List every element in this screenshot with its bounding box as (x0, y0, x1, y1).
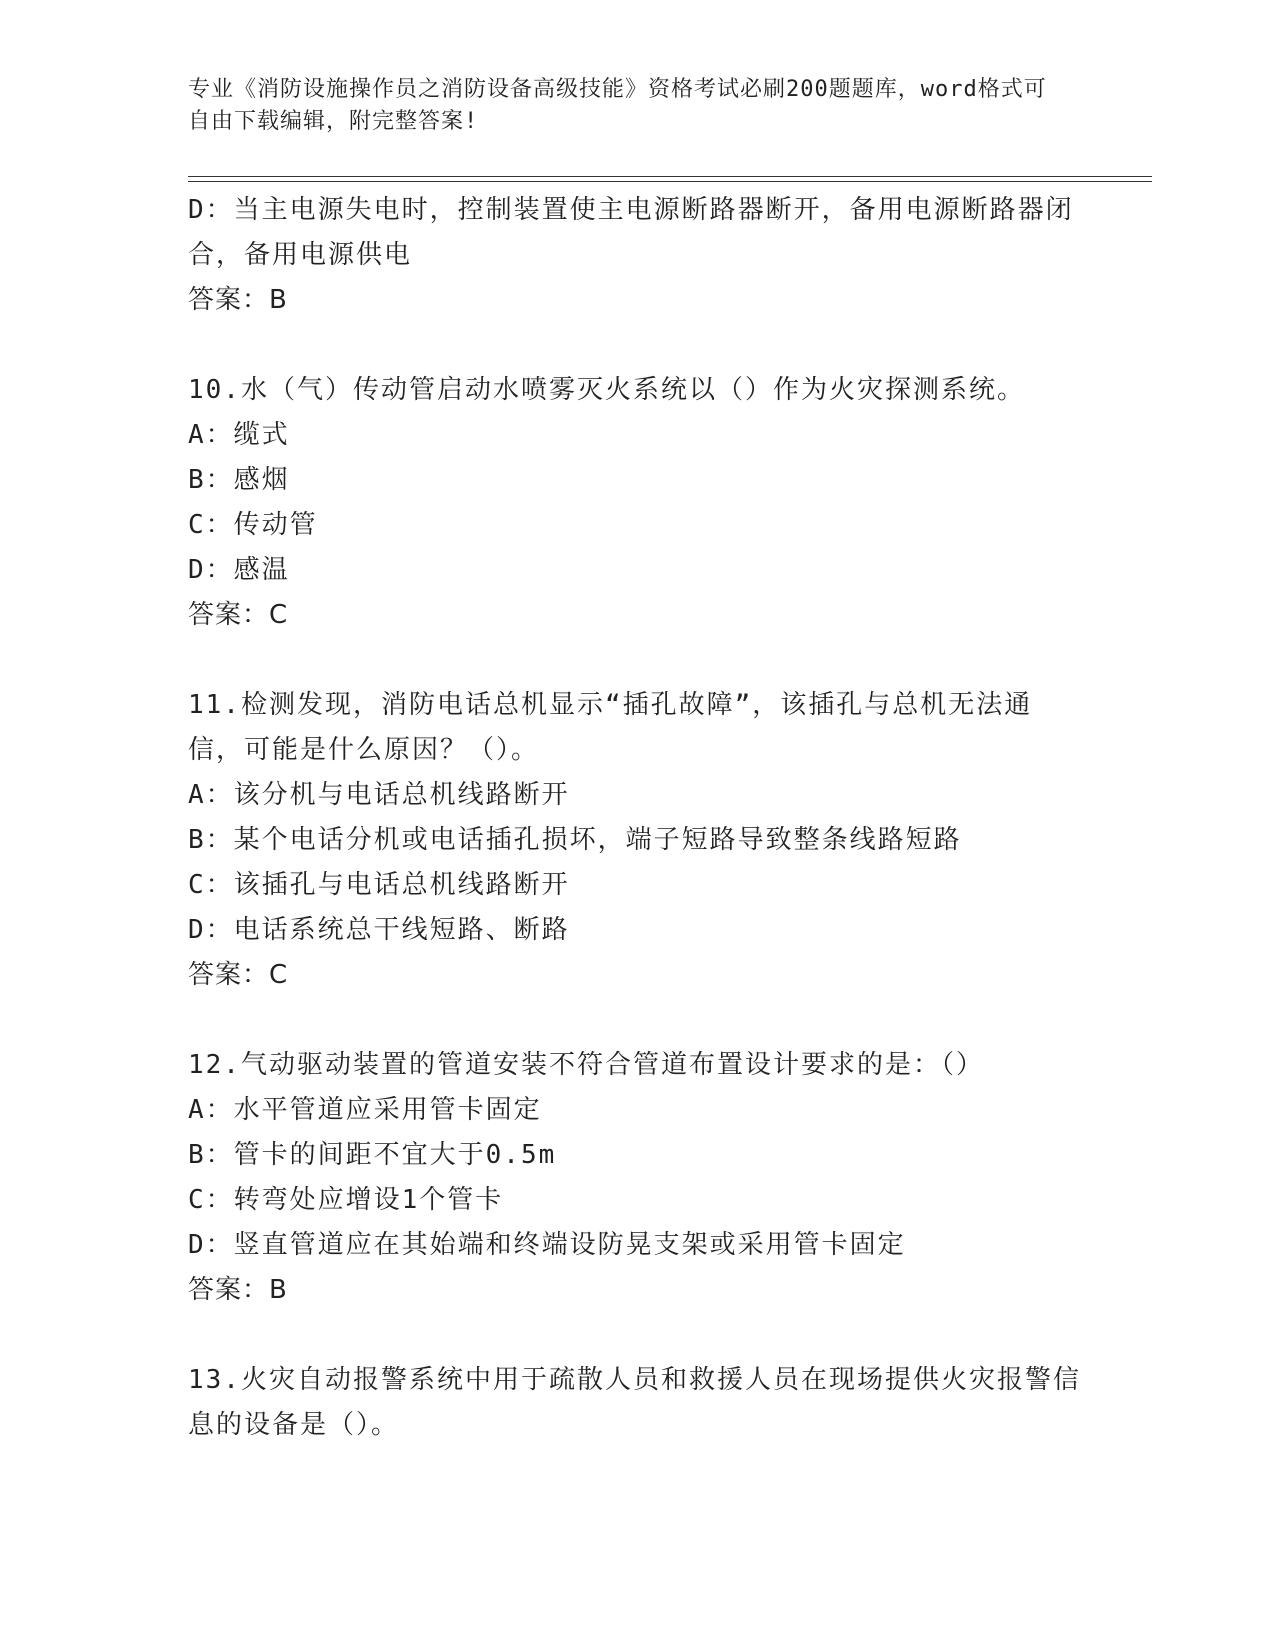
spacer (188, 638, 1088, 683)
spacer (188, 998, 1088, 1043)
question-block-13 (188, 1358, 1088, 1448)
answer: 答案：C (188, 960, 289, 990)
header-divider-bottom (188, 181, 1152, 182)
option-b: B：管卡的间距不宜大于0.5m (188, 1140, 557, 1170)
question-stem: 12.气动驱动装置的管道安装不符合管道布置设计要求的是：（） (188, 1050, 984, 1080)
spacer (188, 1313, 1088, 1358)
answer: 答案：B (188, 1275, 288, 1305)
question-stem: 11.检测发现，消防电话总机显示“插孔故障”，该插孔与总机无法通信，可能是什么原因？（）。 (188, 690, 1033, 765)
question-block-10 (188, 368, 1088, 638)
question-stem: 13.火灾自动报警系统中用于疏散人员和救援人员在现场提供火灾报警信息的设备是（）。 (188, 1365, 1081, 1440)
question-list (188, 188, 1088, 1448)
option-b: B：某个电话分机或电话插孔损坏，端子短路导致整条线路短路 (188, 825, 962, 855)
option-a: A：水平管道应采用管卡固定 (188, 1095, 542, 1125)
question-block-previous (188, 188, 1088, 323)
option-b: B：感烟 (188, 465, 290, 495)
answer: 答案：C (188, 600, 289, 630)
header-title: 专业《消防设施操作员之消防设备高级技能》资格考试必刷200题题库，word格式可自由下载编辑，附完整答案! (188, 77, 1047, 134)
option-a: A：缆式 (188, 420, 290, 450)
option-c: C：该插孔与电话总机线路断开 (188, 870, 570, 900)
question-stem: 10.水（气）传动管启动水喷雾灭火系统以（）作为火灾探测系统。 (188, 375, 1025, 405)
option-c: C：传动管 (188, 510, 318, 540)
option-d: D：感温 (188, 555, 290, 585)
option-d: D：当主电源失电时，控制装置使主电源断路器断开，备用电源断路器闭合，备用电源供电 (188, 195, 1074, 270)
question-block-11 (188, 683, 1088, 998)
option-d: D：电话系统总干线短路、断路 (188, 915, 570, 945)
page-header (188, 74, 1068, 138)
option-a: A：该分机与电话总机线路断开 (188, 780, 570, 810)
option-c: C：转弯处应增设1个管卡 (188, 1185, 504, 1215)
question-block-12 (188, 1043, 1088, 1313)
option-d: D：竖直管道应在其始端和终端设防晃支架或采用管卡固定 (188, 1230, 906, 1260)
answer: 答案：B (188, 285, 288, 315)
spacer (188, 323, 1088, 368)
header-divider-top (188, 176, 1152, 177)
